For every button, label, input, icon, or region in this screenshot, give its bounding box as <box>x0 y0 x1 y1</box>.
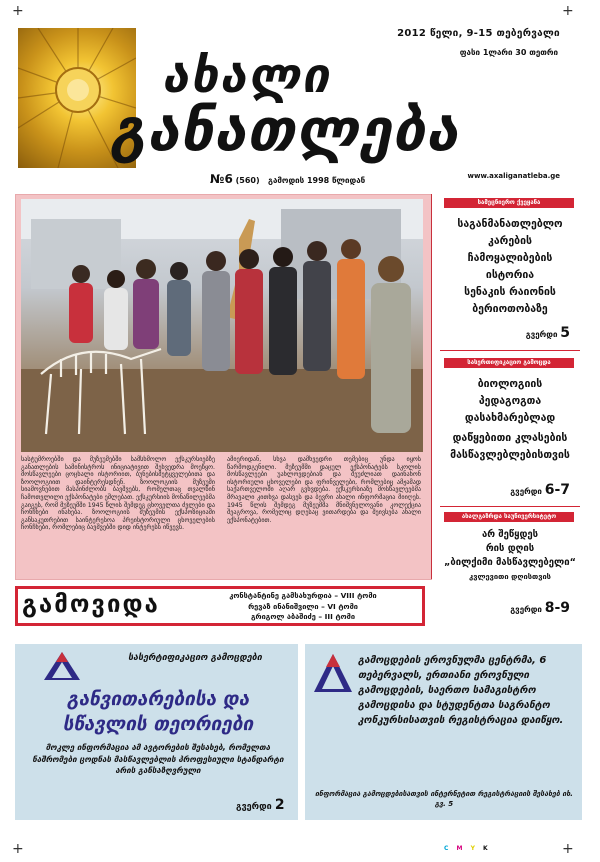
issue-line <box>210 172 365 186</box>
issue-price: ფასი 1ლარი 30 თეთრი <box>459 48 558 57</box>
page-number: 8-9 <box>544 600 570 616</box>
sidebar-divider <box>431 194 432 579</box>
cmyk-c: C <box>444 845 452 852</box>
section2-line: ბიოლოგიის <box>477 378 543 390</box>
page-number: 5 <box>560 325 570 341</box>
triangle-logo-icon <box>42 650 82 682</box>
section2-headline-b <box>440 430 580 464</box>
section3-page-ref[interactable] <box>510 600 570 616</box>
section3-label: ახალგაზრდა საუნივერსიტეტო მხარდამეხი <box>444 512 574 522</box>
founded-note: გამოდის 1998 წლიდან <box>267 176 366 185</box>
section1-line: სენაკის რაიონის <box>464 286 556 298</box>
section2-line: დასახმარებლად <box>464 412 556 424</box>
page-label: გვერდი <box>510 487 542 496</box>
issue-number: №6 <box>210 172 233 186</box>
section2-line: დაწყებითი კლასების <box>452 432 568 444</box>
issue-date: 2012 წელი, 9-15 თებერვალი <box>397 28 560 39</box>
main-article-body <box>21 456 423 574</box>
divider <box>440 350 580 351</box>
section1-line: ისტორია <box>485 269 535 281</box>
crop-mark: + <box>562 3 574 19</box>
certification-eyebrow: სასერტიფიკაციო გამოცდები <box>128 653 262 663</box>
page-number: 2 <box>274 797 285 813</box>
page-number: 6-7 <box>544 482 570 498</box>
published-list <box>188 591 418 623</box>
crop-mark: + <box>12 3 24 19</box>
website-link[interactable]: www.axaliganatleba.ge <box>467 172 560 180</box>
section1-page-ref[interactable] <box>526 325 570 341</box>
section2-line: მასწავლებლებისთვის <box>450 449 570 461</box>
section1-line: საგანმანათლებლო <box>457 218 563 230</box>
section1-line: ბერიოთობაზე <box>472 303 548 315</box>
published-item: გრიგოლ აბაშიძე – III ტომი <box>250 612 356 621</box>
issue-count: (560) <box>235 176 260 185</box>
section1-label: სამეცნიერო ქვეყანა <box>444 198 574 208</box>
crop-mark: + <box>562 841 574 857</box>
cmyk-m: M <box>456 845 466 852</box>
section1-headline <box>440 216 580 318</box>
page-label: გვერდი <box>236 802 272 812</box>
divider <box>440 506 580 507</box>
section2-label: სასერთიფიკაციო გამოცდა <box>444 358 574 368</box>
section2-headline-a <box>440 376 580 427</box>
section3-line: რის დღის <box>485 543 535 554</box>
masthead-title-line2: განათლება <box>110 96 460 164</box>
section1-line: კარების <box>488 235 532 247</box>
section2-page-ref[interactable] <box>510 482 570 498</box>
published-item: კონსტანტინე გამსახურდია – VIII ტომი <box>229 591 377 600</box>
published-item: რევაზ ინანიშვილი – VI ტომი <box>248 601 358 611</box>
section3-line: არ შეწყდეს <box>481 529 539 540</box>
section2-line: პედაგოგთა <box>478 395 542 407</box>
page-label: გვერდი <box>510 605 542 614</box>
section3-line: „ბილქიმი მასწავლებელი“ <box>444 557 576 568</box>
article-column-2: ამიერიდან, სხვა დამხვედრი თემებიც უნდა იყოს წარმოდგენილი. მუზეუმში დაცულ ექსპონატებს სკოლის მოსწავლეები უახლოვდებიან და შეუძლიათ დაინახონ ისტორიული ცხოველები და ფრინველები, რომლებიც ამჟამად საქართველოში აღარ გვხვდება. ექსკურსიაზე მოსწავლეებმა მრავალი კითხვა დასვეს და ბევრი ახალი ინფორმაცია მიიღეს. 1945 წლის შემდეგ მუზეუმმა მნიშვნელოვანი კოლექცია შეაგროვა, რომელიც დღესაც ვითარდება და შეივსება ახალი ექსპონატებით. <box>227 456 421 524</box>
cmyk-marks <box>444 845 491 852</box>
certification-page-ref[interactable] <box>236 797 285 813</box>
cmyk-k: K <box>483 845 491 852</box>
section1-line: ჩამოყალიბების <box>467 252 553 264</box>
exam-center-body: გამოცდების ეროვნულმა ცენტრმა, 6 თებერვალს, ერთიანი ეროვნული გამოცდების, საერთო სამაგისტრო გამოცდისა და სტუდენტთა საგრანტო კონკურსისათვის რეგისტრაცია დაიწყო. <box>358 655 564 726</box>
section3-headline <box>440 528 580 584</box>
masthead-title-line1: ახალი <box>162 48 331 104</box>
article-column-1: სასტუმროებში და მუზეუმებში სამსხმოლო ექსკურსიებზე განათლების სამინისტროს ინიციატივით შეხვედრა მოეწყო. მოსწავლეები ცოცხალი ისტორიით, ბუნებისმეტყველებითა და ზოოლოგიით დაინტერესდნენ. ზოოლოგიის მუზეუმი სიამოვნებით მასპინძლობს ბავშვებს, რომელთაც თვალწინ ჩამოთვლილი ექსპონატები ეშლებათ. ექსკურსიის მონაწილეებმა გაიგეს, რომ მუზეუმში 1945 წლის შემდეგ ცხოველთა ძვლები და ჩონჩხები ინახება. ზოოლოგიის მუზეუმის ექსპოზიციაში განსაკუთრებით საინტერესოა პრეისტორიული ცხოველების ჩონჩხები, რომლებიც ბავშვებში დიდ ინტერესს იწვევს. <box>21 456 215 532</box>
certification-title: განვითარებისა და სწავლის თეორიები <box>62 688 254 735</box>
certification-body: მოკლე ინფორმაცია ამ ავტორების შესახებ, რომელთა ნაშრომები ცოდნას მასწავლებლის პროფესიული სტანდარტი არის განსაზღვრული <box>32 743 284 775</box>
exam-center-footer: ინფორმაცია გამოცდებისათვის ინტერნეტით რეგისტრაციის შესახებ იხ. გვ. 5 <box>315 790 573 808</box>
published-title: გამოვიდა <box>22 590 160 618</box>
crop-mark: + <box>12 841 24 857</box>
cmyk-y: Y <box>470 845 478 852</box>
triangle-logo-icon <box>312 652 354 694</box>
section3-line: კვლევითი დღისთვის <box>469 572 551 581</box>
museum-group-photo <box>21 199 423 452</box>
page-label: გვერდი <box>525 330 558 339</box>
